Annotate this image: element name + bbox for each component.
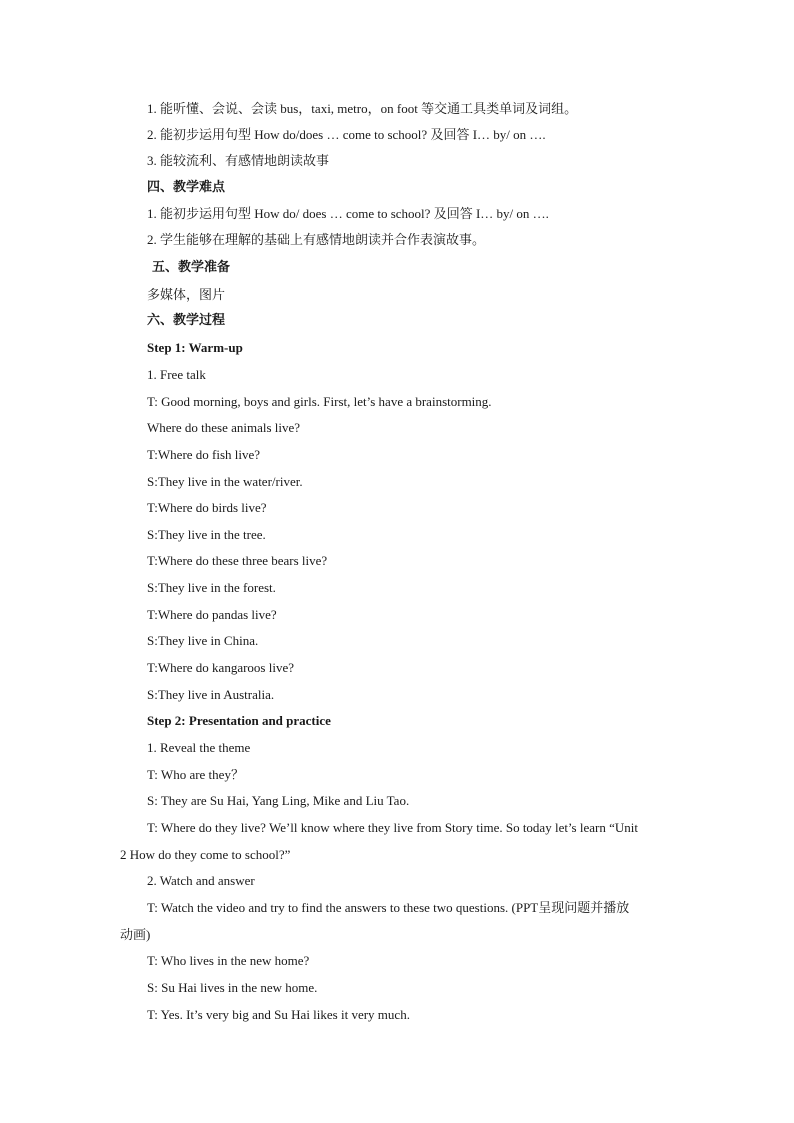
difficulty-1: 1. 能初步运用句型 How do/ does … come to school? 及回答 I… by/ on ….: [147, 206, 549, 221]
difficulty-2: 2. 学生能够在理解的基础上有感情地朗读并合作表演故事。: [147, 232, 486, 247]
step-2-sub-2: 2. Watch and answer: [147, 873, 255, 888]
dialogue-line: T:Where do fish live?: [147, 447, 261, 462]
dialogue-line: T:Where do kangaroos live?: [147, 660, 294, 675]
dialogue-line: T: Who are they？: [147, 767, 244, 782]
dialogue-line: T:Where do these three bears live?: [147, 553, 328, 568]
section-4-heading: 四、教学难点: [147, 180, 226, 195]
paragraph-line: T: Watch the video and try to find the answers to these two questions. (PPT呈现问题并播放: [147, 900, 630, 915]
dialogue-line: T:Where do birds live?: [147, 500, 267, 515]
dialogue-line: S:They live in the tree.: [147, 527, 266, 542]
step-1-title: Step 1: Warm-up: [147, 340, 243, 355]
dialogue-line: Where do these animals live?: [147, 420, 301, 435]
paragraph-line: 动画): [120, 927, 151, 942]
dialogue-line: S:They live in Australia.: [147, 687, 275, 702]
dialogue-line: T: Who lives in the new home?: [147, 953, 310, 968]
objective-2: 2. 能初步运用句型 How do/does … come to school? 及回答 I… by/ on ….: [147, 127, 546, 142]
dialogue-line: S:They live in the water/river.: [147, 474, 303, 489]
dialogue-line: T: Yes. It’s very big and Su Hai likes it very much.: [147, 1007, 410, 1022]
paragraph-line: 2 How do they come to school?”: [120, 847, 291, 862]
dialogue-line: T:Where do pandas live?: [147, 607, 277, 622]
dialogue-line: S: They are Su Hai, Yang Ling, Mike and Liu Tao.: [147, 793, 410, 808]
step-2-title: Step 2: Presentation and practice: [147, 713, 331, 728]
dialogue-line: S:They live in the forest.: [147, 580, 276, 595]
preparation-content: 多媒体，图片: [147, 287, 226, 302]
section-6-heading: 六、教学过程: [147, 313, 226, 328]
section-5-heading: 五、教学准备: [152, 260, 231, 275]
objective-3: 3. 能较流利、有感情地朗读故事: [147, 153, 330, 168]
dialogue-line: S:They live in China.: [147, 633, 259, 648]
step-1-subtitle: 1. Free talk: [147, 367, 206, 382]
paragraph-line: T: Where do they live? We’ll know where they live from Story time. So today let’s learn “Unit: [147, 820, 638, 835]
objective-1: 1. 能听懂、会说、会读 bus，taxi, metro，on foot 等交通工具类单词及词组。: [147, 101, 578, 116]
dialogue-line: S: Su Hai lives in the new home.: [147, 980, 318, 995]
step-2-sub-1: 1. Reveal the theme: [147, 740, 251, 755]
dialogue-line: T: Good morning, boys and girls. First, let’s have a brainstorming.: [147, 394, 492, 409]
